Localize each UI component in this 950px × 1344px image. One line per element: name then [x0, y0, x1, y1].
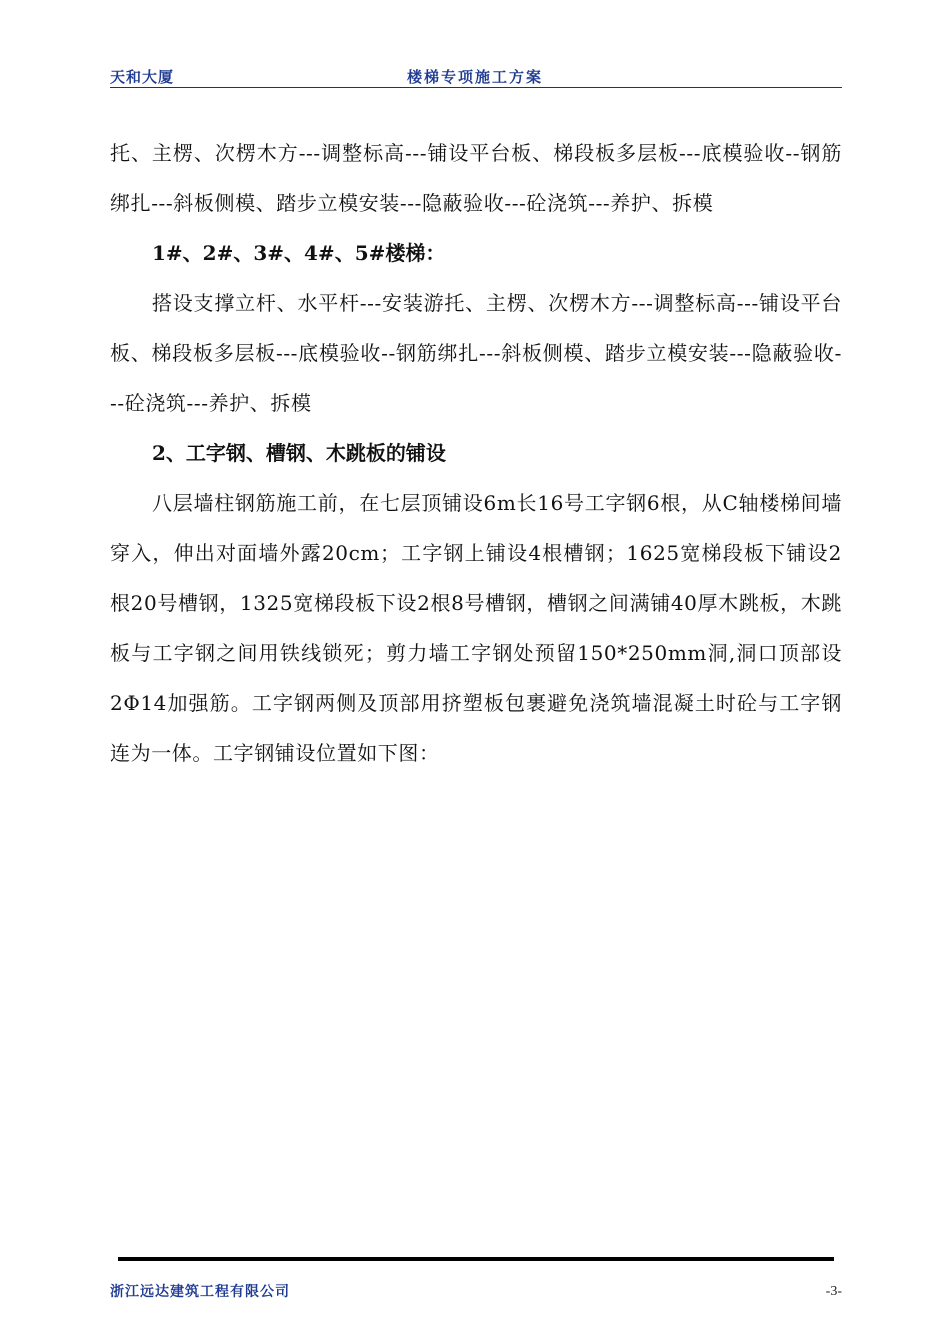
paragraph-process-continued: 托、主楞、次楞木方---调整标高---铺设平台板、梯段板多层板---底模验收--钢筋绑扎---斜板侧模、踏步立模安装---隐蔽验收---砼浇筑---养护、拆模	[110, 141, 842, 215]
page-number: -3-	[825, 1284, 842, 1299]
section-heading-steel-laying: 2、工字钢、槽钢、木跳板的铺设	[152, 441, 446, 465]
header-project-name: 天和大厦	[110, 68, 175, 86]
footer-company-name: 浙江远达建筑工程有限公司	[110, 1284, 290, 1300]
document-body	[110, 128, 842, 778]
header-divider	[110, 87, 842, 88]
footer-divider	[118, 1257, 834, 1261]
paragraph-steel-laying: 八层墙柱钢筋施工前，在七层顶铺设6m长16号工字钢6根，从C轴楼梯间墙穿入，伸出对面墙外露20cm；工字钢上铺设4根槽钢；1625宽梯段板下铺设2根20号槽钢，1325宽梯段板下设2根8号槽钢，槽钢之间满铺40厚木跳板，木跳板与工字钢之间用铁线锁死；剪力墙工字钢处预留150*250mm洞,洞口顶部设2Φ14加强筋。工字钢两侧及顶部用挤塑板包裹避免浇筑墙混凝土时砼与工字钢连为一体。工字钢铺设位置如下图：	[110, 491, 842, 765]
section-heading-stairs: 1#、2#、3#、4#、5#楼梯：	[152, 241, 446, 265]
header-document-title: 楼梯专项施工方案	[406, 68, 543, 86]
paragraph-stairs-process: 搭设支撑立杆、水平杆---安装游托、主楞、次楞木方---调整标高---铺设平台板、梯段板多层板---底模验收--钢筋绑扎---斜板侧模、踏步立模安装---隐蔽验收---砼浇筑---养护、拆模	[110, 291, 842, 415]
